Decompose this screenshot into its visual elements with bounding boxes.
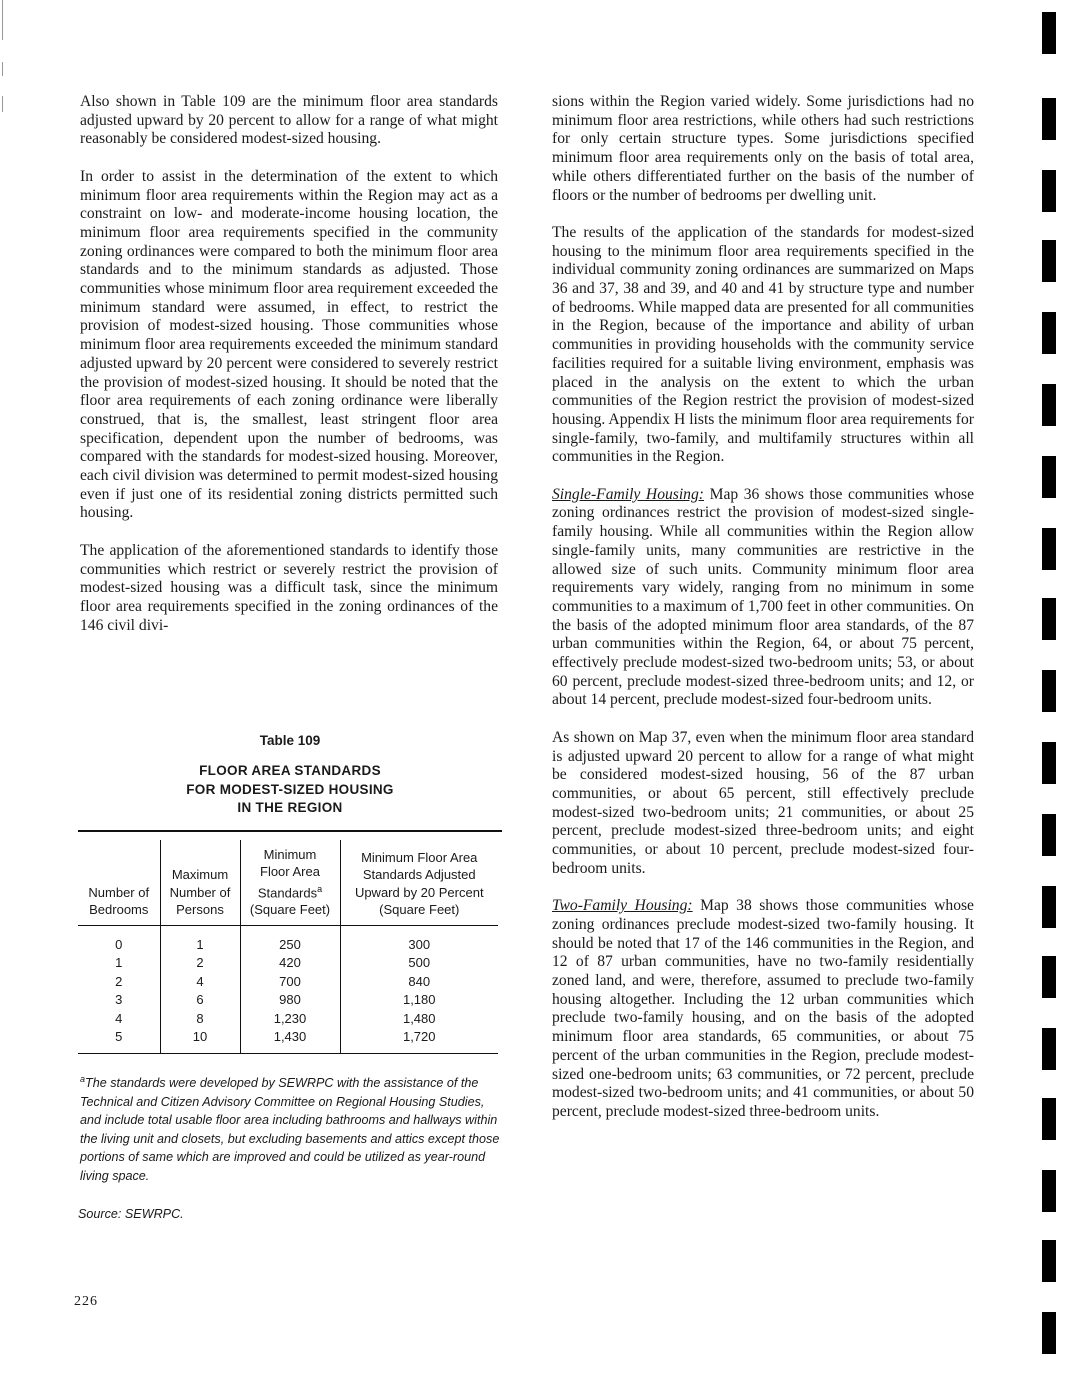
- table-footnote: $^a$The standards were developed by SEWRPC with the assistance of the Technical and Citizen Advisory Committee on Regional Housing Studies, and include total usable floor area including bathrooms and hallways within the living unit and closets, but excluding basements and attics except those portions of same which are improved and could be utilized as year-round living space.: [80, 1073, 500, 1183]
- paragraph: The results of the application of the standards for modest-sized housing to the minimum floor area requirements specified in the individual community zoning ordinances are summarized on Maps 36 and 37, 38 and 39, and 40 and 41 by structure type and number of bedrooms. While mapped data are presented for all communities in the Region, because of the importance and ability of urban communities in providing households with the community service facilities required for a suitable living environment, emphasis was placed in the analysis on the extent to which the urban communities of the Region restrict the provision of modest-sized housing. Appendix H lists the minimum floor area requirements for single-family, two-family, and multifamily structures within all communities in the Region.: [552, 223, 974, 466]
- registration-mark: [1042, 1028, 1056, 1070]
- scan-edge-mark: [2, 0, 3, 40]
- paragraph: sions within the Region varied widely. Some jurisdictions had no minimum floor area restrictions, while others had such restrictions for only certain structure types. Some jurisdictions specified minimum floor area requirements only on the basis of total area, while others differentiated further on the basis of the number of floors or the number of bedrooms per dwelling unit.: [552, 93, 974, 204]
- registration-mark: [1042, 1240, 1056, 1282]
- paragraph: Also shown in Table 109 are the minimum floor area standards adjusted upward by 20 percent to allow for a range of what might reasonably be considered modest-sized housing.: [80, 93, 498, 148]
- registration-mark: [1042, 598, 1056, 640]
- footnote-marker: a: [80, 1073, 86, 1084]
- table-row: 3 6 980 1,180: [78, 991, 498, 1010]
- single-family-section: Single-Family Housing: Map 36 shows those communities whose zoning ordinances restrict the provision of modest-sized single-family housing. While all communities within the Region allow single-family units, many communities are restrictive in the allowed size of such units. Community minimum floor area requirements vary widely, ranging from no minimum in some communities to a maximum of 1,700 feet in other communities. On the basis of the adopted minimum floor area standards, of the 87 urban communities within the Region, 64, or about 75 percent, effectively preclude modest-sized two-bedroom units; 53, or about 60 percent, preclude modest-sized three-bedroom units; and 12, or about 14 percent, preclude modest-sized four-bedroom units.: [552, 485, 975, 709]
- table-row: 4 8 1,230 1,480: [78, 1010, 498, 1029]
- floor-area-table: [78, 840, 498, 1054]
- table-number: Table 109: [259, 733, 321, 748]
- section-heading: Single-Family Housing:: [552, 485, 704, 503]
- table-title-line: FLOOR AREA STANDARDS: [199, 763, 381, 778]
- two-family-section: Two-Family Housing: Map 38 shows those communities whose zoning ordinances preclude modest-sized two-family housing. It should be noted that 17 of the 146 communities in the Region, and 12 of 87 urban communities, have no two-family residentially zoned land, and were, therefore, assumed to preclude two-family housing altogether. Including the 12 urban communities which preclude two-family housing, and on the basis of the adopted minimum floor area standards, 65 communities, or about 75 percent of the urban communities in the Region, preclude modest-sized one-bedroom units; 63 communities, or 72 percent, preclude modest-sized two-bedroom units; and 41 communities, or about 50 percent, preclude modest-sized three-bedroom units.: [552, 897, 974, 1120]
- table-row: 2 4 700 840: [78, 973, 498, 992]
- registration-mark: [1042, 528, 1056, 570]
- registration-mark: [1042, 12, 1056, 54]
- column-header-minimum-floor-area: Minimum Floor Area Standards$^a$ (Square Feet): [240, 840, 340, 926]
- table-header-row: [78, 840, 498, 926]
- table-title-line: IN THE REGION: [237, 800, 343, 815]
- registration-mark: [1042, 384, 1056, 426]
- registration-mark: [1042, 170, 1056, 212]
- paragraph: In order to assist in the determination of the extent to which minimum floor area requirements within the Region may act as a constraint on low- and moderate-income housing location, the minimum floor area requirements specified in the community zoning ordinances were compared to both the minimum floor area standards and to the minimum standards as adjusted. Those communities whose minimum floor area requirement exceeded the minimum standard were assumed, in effect, to restrict the provision of modest-sized housing. Those communities whose minimum floor area requirements exceeded the minimum standard adjusted upward by 20 percent were considered to severely restrict the provision of modest-sized housing. It should be noted that the floor area requirements of each zoning ordinance were liberally construed, that is, the smallest, least stringent floor area specification, dependent upon the number of bedrooms, was compared with the standards for modest-sized housing. Moreover, each civil division was determined to permit modest-sized housing even if just one of its residential zoning districts permitted such housing.: [80, 167, 498, 522]
- table-109-block: [78, 733, 502, 1221]
- paragraph: The application of the aforementioned standards to identify those communities which restrict or severely restrict the provision of modest-sized housing was a difficult task, since the minimum floor area requirements specified in the zoning ordinances of the 146 civil divi-: [80, 541, 498, 634]
- registration-mark: [1042, 1170, 1056, 1212]
- table-row: 0 1 250 300: [78, 925, 498, 954]
- paragraph: As shown on Map 37, even when the minimum floor area standard is adjusted upward 20 percent to allow for a range of what might be considered modest-sized housing, 56 of the 87 urban communities, or about 65 percent, still effectively preclude modest-sized two-bedroom units; 21 communities, or about 25 percent, preclude modest-sized three-bedroom units; and eight communities, or about 10 percent, preclude modest-sized four-bedroom units.: [552, 728, 974, 877]
- right-text-column: [552, 93, 974, 1140]
- registration-mark: [1042, 670, 1056, 712]
- table-source: Source: SEWRPC.: [78, 1207, 184, 1222]
- table-top-rule: [78, 830, 502, 832]
- registration-mark: [1042, 742, 1056, 784]
- registration-mark: [1042, 956, 1056, 998]
- registration-mark: [1042, 456, 1056, 498]
- table-row: 1 2 420 500: [78, 954, 498, 973]
- table-title: [78, 762, 502, 818]
- table-row: 5 10 1,430 1,720: [78, 1028, 498, 1053]
- scan-edge-mark: [2, 62, 3, 76]
- registration-mark: [1042, 814, 1056, 856]
- footnote-marker: a: [317, 883, 323, 894]
- column-header-adjusted-floor-area: Minimum Floor Area Standards Adjusted Upward by 20 Percent (Square Feet): [340, 840, 498, 926]
- table-title-line: FOR MODEST-SIZED HOUSING: [186, 781, 394, 797]
- scan-edge-mark: [2, 96, 3, 112]
- section-heading: Two-Family Housing:: [552, 897, 693, 915]
- registration-mark: [1042, 886, 1056, 928]
- left-text-column: [80, 93, 498, 654]
- registration-mark: [1042, 240, 1056, 282]
- registration-mark: [1042, 312, 1056, 354]
- registration-mark: [1042, 1312, 1056, 1354]
- column-header-bedrooms: Number of Bedrooms: [78, 840, 160, 926]
- registration-mark: [1042, 1098, 1056, 1140]
- registration-mark: [1042, 98, 1056, 140]
- column-header-persons: Maximum Number of Persons: [160, 840, 240, 926]
- page-number: 226: [74, 1294, 98, 1309]
